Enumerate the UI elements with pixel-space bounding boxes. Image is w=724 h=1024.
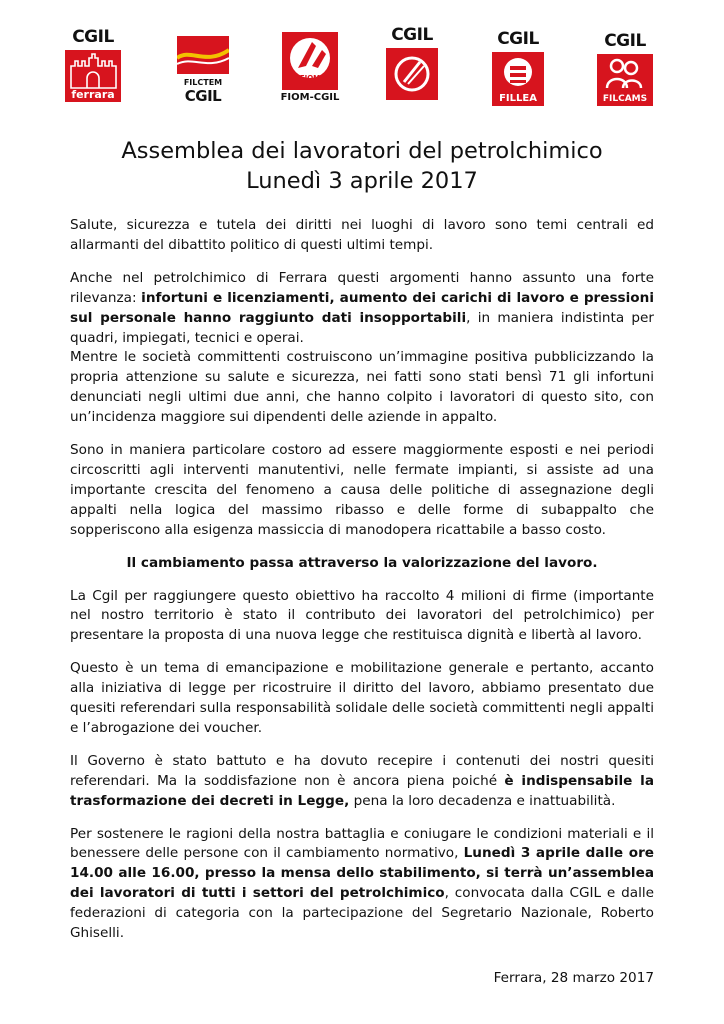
paragraph-7 [70,752,654,812]
paragraph-1: Salute, sicurezza e tutela dei diritti nei luoghi di lavoro sono temi centrali ed allarmanti del dibattito politico di questi ultimi tempi. [70,217,654,253]
cgil-logo [382,26,442,100]
p2-bold: infortuni e licenziamenti, aumento dei carichi di lavoro e pressioni sul personale hanno raggiunto dati insopportabili [70,289,654,326]
filcams-logo [594,32,656,106]
paragraph-4: Sono in maniera particolare costoro ad essere maggiormente esposti e nei periodi circoscritti agli interventi manutentivi, nelle fermate impianti, si assiste ad una importante crescita del fenomeno a causa delle politiche di assegnazione degli appalti nella logica del massimo ribasso e delle forme di subappalto che sopperiscono alla esigenza massiccia di manodopera ricattabile a basso costo. [70,442,654,538]
fiom-label: FIOM-CGIL [280,92,340,103]
filctem-flag-icon [177,36,229,74]
document-body [70,216,654,957]
logo-strip [64,25,664,118]
p7-text-a: Il Governo è stato battuto e ha dovuto recepire i contenuti dei nostri quesiti referendari. Ma la soddisfazione non è ancora piena poiché [70,752,654,789]
paragraph-3: Mentre le società committenti costruiscono un’immagine positiva pubblicizzando la propria attenzione su salute e sicurezza, nei fatti sono stati bensì 71 gli infortuni denunciati negli ultimi due anni, che hanno colpito i lavoratori di questo sito, con un’incidenza maggiore sui dipendenti delle aziende in appalto. [70,349,654,426]
filcams-emblem [597,54,653,106]
p2-text-c: , in maniera indistinta per quadri, impiegati, tecnici e operai. [70,309,654,346]
p7-bold: è indispensabile la trasformazione dei decreti in Legge, [70,772,654,809]
document-title [60,136,664,196]
paragraph-6: Questo è un tema di emancipazione e mobilitazione generale e pertanto, accanto alla iniziativa di legge per ricostruire il diritto del lavoro, abbiamo presentato due quesiti referendari sulla responsabilità solidale delle società committenti negli appalti e l’abrogazione dei voucher. [70,660,654,736]
fiom-logo [279,32,341,103]
cgil-ferrara-brand: CGIL [72,27,114,47]
fillea-brand: CGIL [497,29,539,49]
filctem-logo [174,36,232,105]
fiom-emblem [282,32,338,90]
fillea-label: FILLEA [499,93,537,104]
filcams-people-icon [597,54,653,92]
p8-text-a: Per sostenere le ragioni della nostra battaglia e coniugare le condizioni materiali e il benessere delle persone con il cambiamento normativo, [70,825,654,862]
paragraph-5: La Cgil per raggiungere questo obiettivo ha raccolto 4 milioni di firme (importante nel nostro territorio è stato il contributo dei lavoratori del petrolchimico) per presentare la proposta di una nuova legge che restituisca dignità e libertà al lavoro. [70,587,654,644]
ferrara-emblem [65,50,121,102]
signature-date: Ferrara, 28 marzo 2017 [493,970,654,986]
p8-text-c: , convocata dalla CGIL e dalle federazioni di categoria con la partecipazione del Segretario Nazionale, Roberto Ghiselli. [70,885,654,942]
p2-text-a: Anche nel petrolchimico di Ferrara questi argomenti hanno assunto una forte rilevanza: [70,269,654,306]
fillea-emblem [492,52,544,106]
filctem-label: FILCTEM [183,78,223,87]
filcams-label: FILCAMS [602,94,648,104]
filctem-cgil-label: CGIL [184,87,222,105]
cgil-brand: CGIL [391,25,433,45]
p7-text-c: pena la loro decadenza e inattuabilità. [349,792,616,809]
p8-bold: Lunedì 3 aprile dalle ore 14.00 alle 16.00, presso la mensa dello stabilimento, si terrà un’assemblea dei lavoratori di tutti i settori del petrolchimico [70,845,654,902]
section-heading: Il cambiamento passa attraverso la valorizzazione del lavoro. [126,554,598,571]
fillea-logo [488,30,548,106]
cgil-emblem [386,48,438,100]
paragraph-2 [70,269,654,349]
title-line-1: Assemblea dei lavoratori del petrolchimico [121,138,603,164]
paragraph-8 [70,825,654,944]
title-line-2: Lunedì 3 aprile 2017 [246,168,478,194]
castle-icon [65,52,121,90]
fiom-emblem-text: FIOM [299,74,321,82]
cgil-ferrara-logo [64,28,122,102]
fillea-building-icon [492,52,544,92]
cgil-swirl-icon [386,48,438,100]
filcams-brand: CGIL [604,31,646,51]
cgil-ferrara-sub: ferrara [71,88,115,101]
